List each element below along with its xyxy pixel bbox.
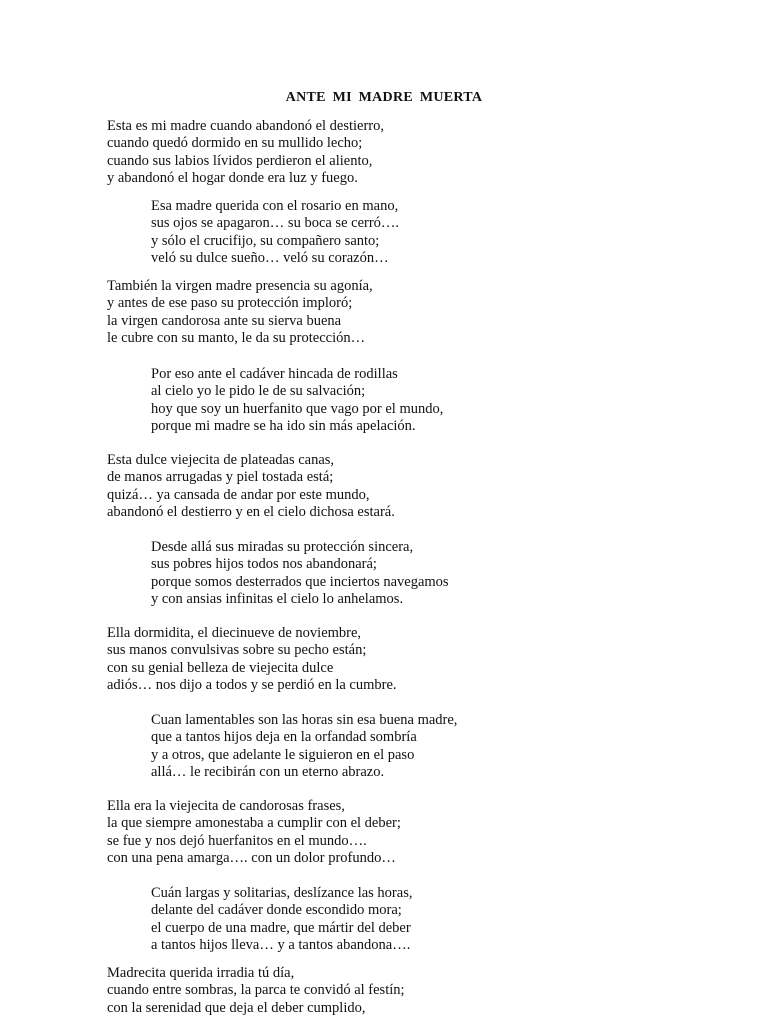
verse-line: Por eso ante el cadáver hincada de rodillas [151,366,398,382]
verse-line: y abandonó el hogar donde era luz y fuego. [107,170,358,187]
verse-line: Madrecita querida irradia tú día, [107,965,295,981]
verse-line: a tantos hijos lleva… y a tantos abandona…. [151,937,411,954]
stanza-1 [107,118,384,188]
verse-line: Ella dormidita, el diecinueve de noviembre, [107,625,362,641]
stanza-3 [107,278,373,348]
verse-line: cuando quedó dormido en su mullido lecho; [107,135,363,152]
verse-line: porque mi madre se ha ido sin más apelación. [151,418,416,435]
stanza-4 [151,366,443,436]
verse-line: le cubre con su manto, le da su protección… [107,330,366,347]
verse-line: Desde allá sus miradas su protección sincera, [151,539,414,555]
verse-line: sus ojos se apagaron… su boca se cerró…. [151,215,400,232]
stanza-9 [107,798,401,868]
verse-line: el cuerpo de una madre, que mártir del deber [151,919,411,936]
verse-line: sus pobres hijos todos nos abandonará; [151,556,377,573]
verse-line: y a otros, que adelante le siguieron en el paso [151,746,415,763]
verse-line: También la virgen madre presencia su agonía, [107,278,373,294]
verse-line: se fue y nos dejó huerfanitos en el mundo…. [107,832,367,849]
verse-line: sus manos convulsivas sobre su pecho están; [107,642,367,659]
verse-line: al cielo yo le pido le de su salvación; [151,383,366,400]
verse-line: Cuán largas y solitarias, deslízance las horas, [151,885,413,901]
stanza-5 [107,452,395,522]
verse-line: con una pena amarga…. con un dolor profundo… [107,850,396,867]
verse-line: con la serenidad que deja el deber cumplido, [107,999,366,1016]
verse-line: Cuan lamentables son las horas sin esa buena madre, [151,712,458,728]
verse-line: allá… le recibirán con un eterno abrazo. [151,764,385,781]
stanza-7 [107,625,397,695]
verse-line: y con ansias infinitas el cielo lo anhelamos. [151,591,404,608]
stanza-8 [151,712,457,782]
verse-line: de manos arrugadas y piel tostada está; [107,469,334,486]
verse-line: porque somos desterrados que inciertos navegamos [151,573,449,590]
verse-line: veló su dulce sueño… veló su corazón… [151,250,389,267]
verse-line: cuando sus labios lívidos perdieron el aliento, [107,152,373,169]
verse-line: la virgen candorosa ante su sierva buena [107,312,342,329]
verse-line: con su genial belleza de viejecita dulce [107,659,334,676]
verse-line: la que siempre amonestaba a cumplir con el deber; [107,815,401,832]
poem-title: ANTE MI MADRE MUERTA [285,90,483,105]
verse-line: Esta dulce viejecita de plateadas canas, [107,452,335,468]
verse-line: abandonó el destierro y en el cielo dichosa estará. [107,504,395,521]
verse-line: Ella era la viejecita de candorosas frases, [107,798,345,814]
verse-line: adiós… nos dijo a todos y se perdió en la cumbre. [107,677,397,694]
verse-line: Esta es mi madre cuando abandonó el destierro, [107,118,385,134]
verse-line: y antes de ese paso su protección imploró; [107,295,353,312]
verse-line: que a tantos hijos deja en la orfandad sombría [151,729,417,746]
verse-line: y sólo el crucifijo, su compañero santo; [151,232,380,249]
stanza-11 [107,965,405,1017]
verse-line: cuando entre sombras, la parca te convidó al festín; [107,982,405,999]
verse-line: quizá… ya cansada de andar por este mundo, [107,486,370,503]
verse-line: delante del cadáver donde escondido mora; [151,902,402,919]
verse-line: hoy que soy un huerfanito que vago por el mundo, [151,400,444,417]
stanza-2 [151,198,399,268]
stanza-6 [151,539,449,609]
verse-line: Esa madre querida con el rosario en mano, [151,198,399,214]
stanza-10 [151,885,412,955]
